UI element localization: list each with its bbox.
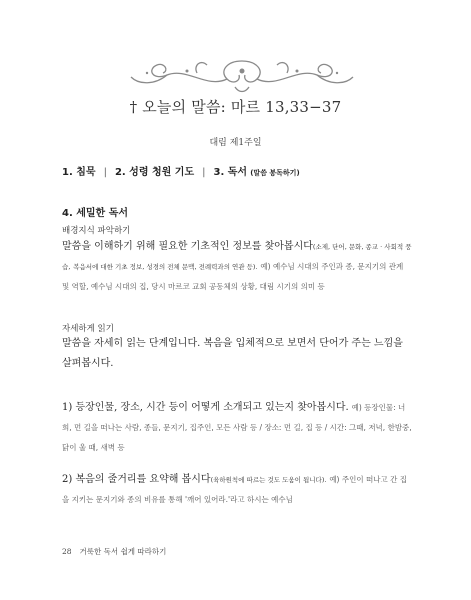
detail-heading: 자세하게 읽기	[62, 324, 114, 334]
step-separator: |	[202, 167, 206, 178]
background-example: 예) 예수님 시대의 주인과 종, 문지기의 관계 및 역할, 예수님 시대의 집, 당시 마르코 교회 공동체의 상황, 대림 시기의 의미 등	[62, 262, 404, 291]
detail-text: 말씀을 자세히 읽는 단계입니다. 복음을 입체적으로 보면서 단어가 주는 느낌을 살펴봅시다.	[62, 338, 403, 369]
question-2-note: (육하원칙에 따르는 것도 도움이 됩니다).	[210, 476, 327, 484]
question-1-lead: 1) 등장인물, 장소, 시간 등이 어떻게 소개되고 있는지 찾아봅시다.	[62, 402, 349, 413]
step-3: 3. 독서	[213, 167, 248, 178]
background-paragraph	[62, 237, 412, 297]
page-subtitle: 대림 제1주일	[209, 138, 262, 148]
step-3-note: (말씀 봉독하기)	[250, 169, 300, 177]
background-heading: 배경지식 파악하기	[62, 226, 131, 236]
question-2	[62, 470, 412, 510]
steps-line	[62, 163, 300, 178]
question-2-lead: 2) 복음의 줄거리를 요약해 봅시다	[62, 474, 211, 485]
page-title: † 오늘의 말씀: 마르 13,33−37	[129, 98, 342, 116]
page-footer	[62, 546, 166, 557]
ornament-flourish	[127, 55, 357, 95]
page-number: 28	[62, 547, 72, 556]
background-line2-note: 복음서에 대한 기초 정보, 성경의 전체 문맥, 전례력과의 연관 등).	[73, 263, 258, 271]
background-lead-note: (소제, 단어, 문화, 종교 · 사회적 풍습,	[62, 243, 412, 271]
step-2: 2. 성령 청원 기도	[114, 167, 195, 178]
detail-paragraph	[62, 334, 412, 374]
step-separator: |	[103, 167, 107, 178]
question-2-example: 예) 주인이 떠나고 간 집을 지키는 문지기와 종의 비유를 통해 '깨어 있어라.'라고 하시는 예수님	[62, 475, 407, 504]
section-heading: 4. 세밀한 독서	[62, 208, 129, 219]
question-1	[62, 398, 412, 458]
step-1: 1. 침묵	[62, 167, 96, 178]
question-1-example: 예) 등장인물: 너희, 먼 길을 떠나는 사람, 종들, 문지기, 집주인, 모든 사람 등 / 장소: 먼 길, 집 등 / 시간: 그때, 저녁, 한밤중, 닭이 울 때, 새벽 등	[62, 403, 412, 452]
background-lead: 말씀을 이해하기 위해 필요한 기초적인 정보를 찾아봅시다	[62, 241, 313, 252]
footer-book-title: 거룩한 독서 쉽게 따라하기	[79, 547, 167, 556]
